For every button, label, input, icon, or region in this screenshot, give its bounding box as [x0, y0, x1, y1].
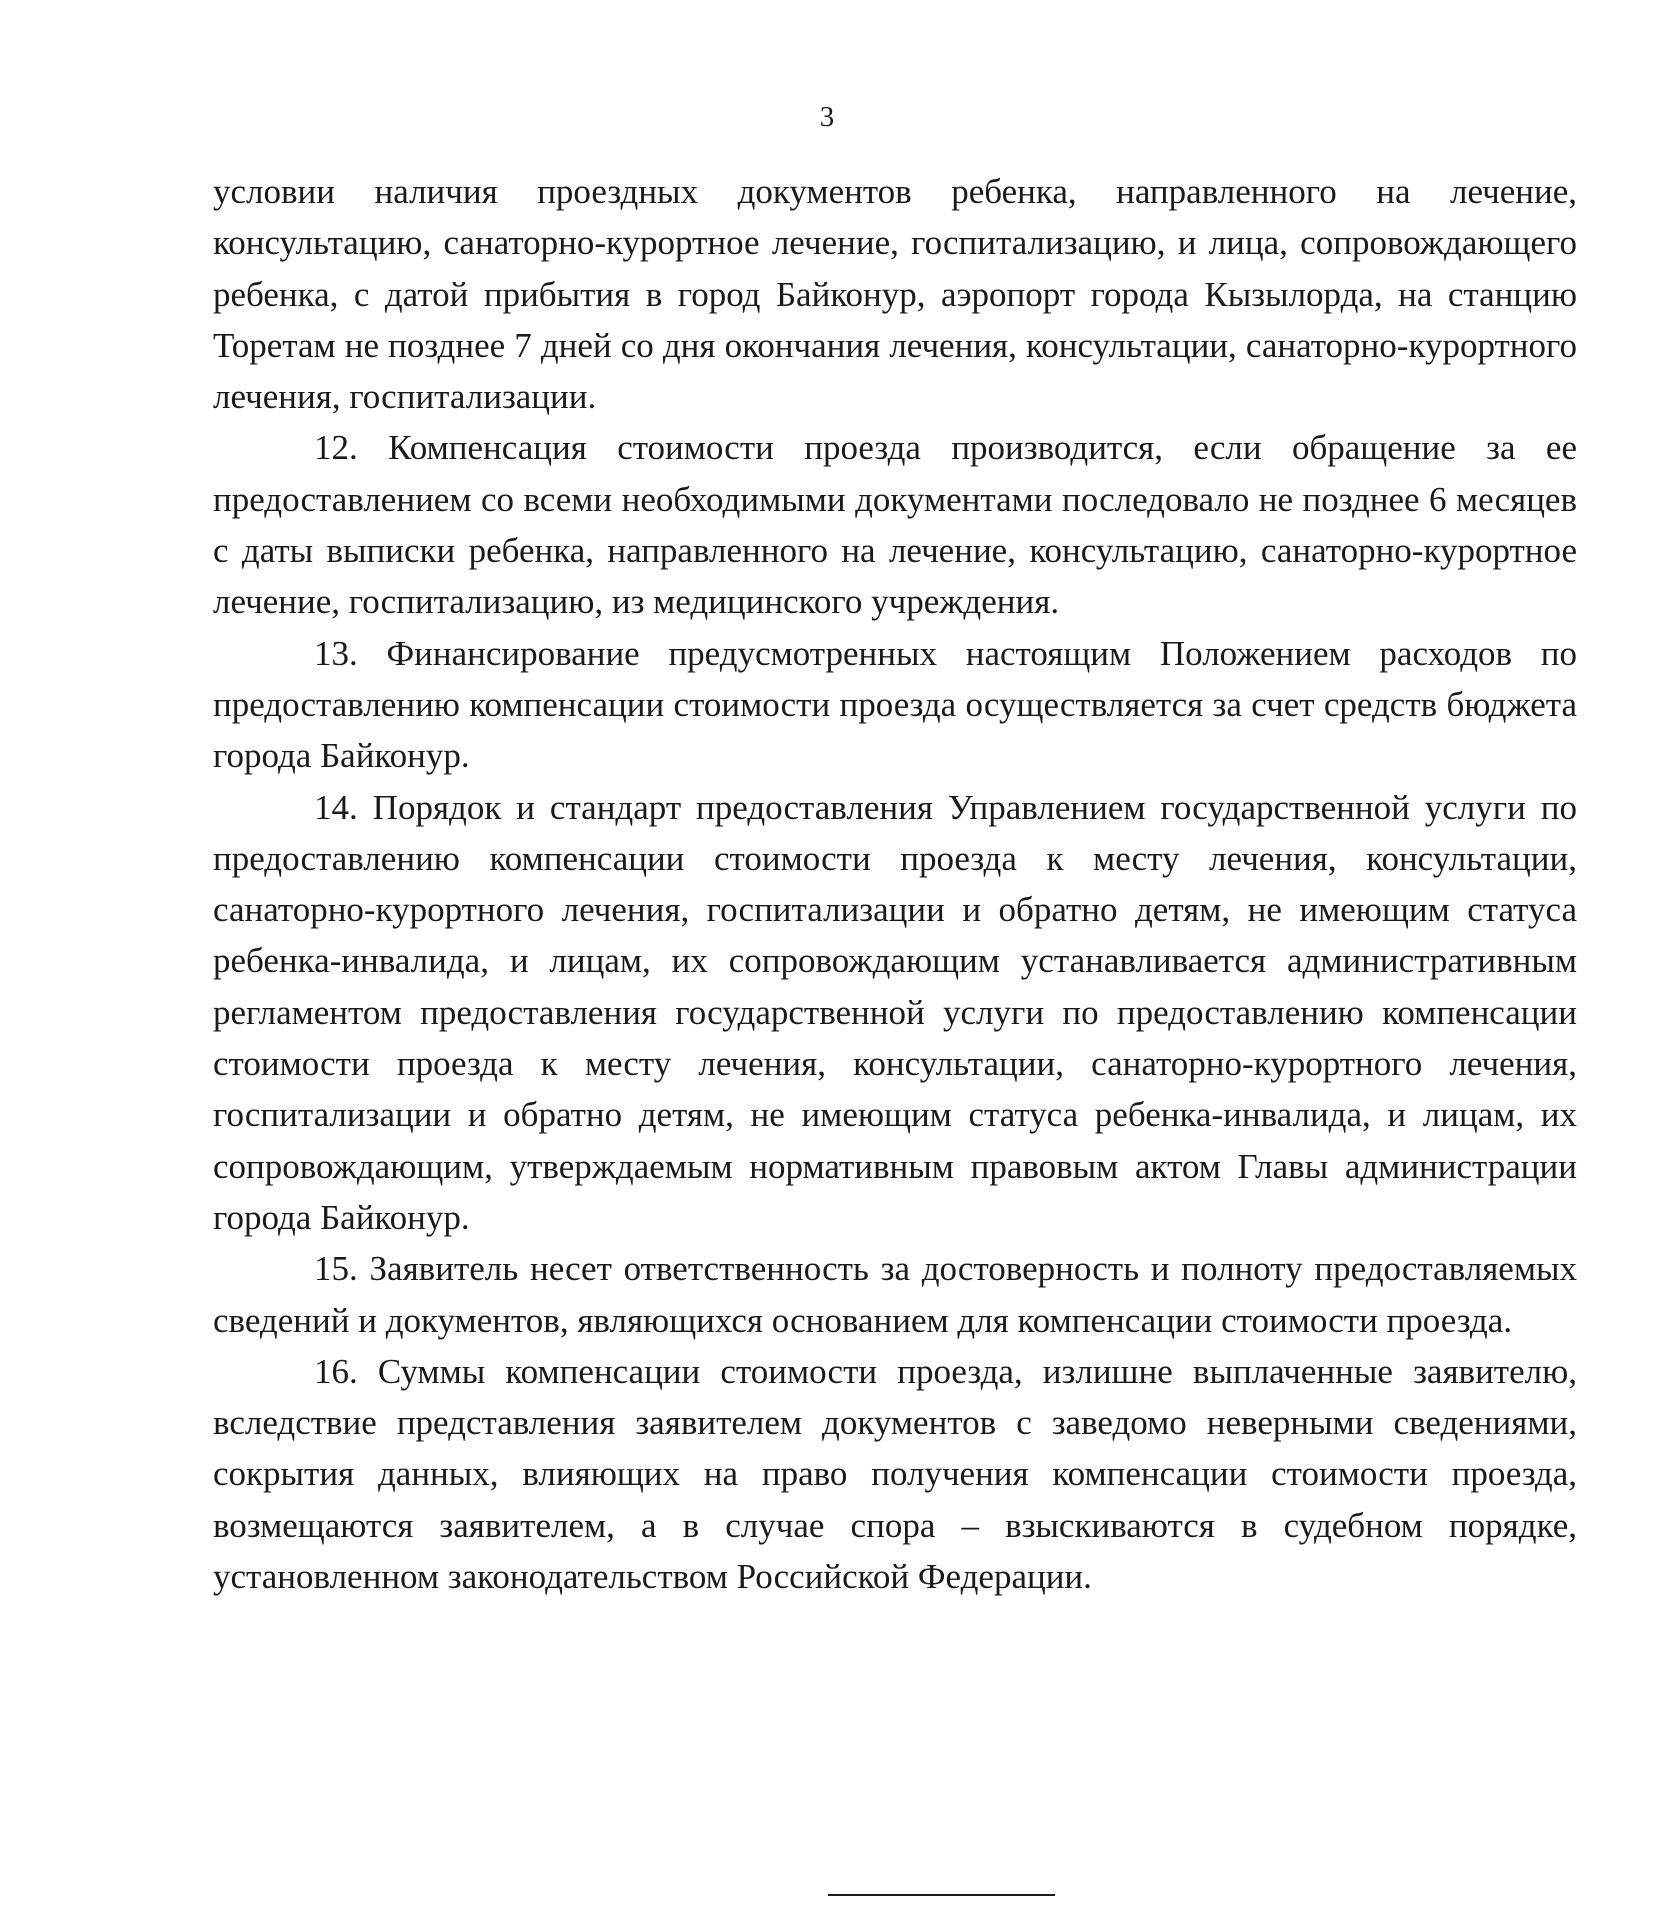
paragraph-15 — [213, 1243, 1577, 1346]
paragraph-text: Порядок и стандарт предоставления Управлением государственной услуги по предоставлению компенсации стоимости проезда к месту лечения, консультации, санаторно-курортного лечения, госпитализации и обратно детям, не имеющим статуса ребенка-инвалида, и лицам, их сопровождающим устанавливается административным регламентом предоставления государственной услуги по предоставлению компенсации стоимости проезда к месту лечения, консультации, санаторно-курортного лечения, госпитализации и обратно детям, не имеющим статуса ребенка-инвалида, и лицам, их сопровождающим, утверждаемым нормативным правовым актом Главы администрации города Байконур. — [213, 787, 1577, 1237]
document-body — [213, 166, 1577, 1602]
paragraph-number: 14. — [314, 787, 358, 827]
paragraph-text: Заявитель несет ответственность за достоверность и полноту предоставляемых сведений и документов, являющихся основанием для компенсации стоимости проезда. — [213, 1249, 1577, 1340]
paragraph-continuation — [213, 166, 1577, 422]
paragraph-number: 12. — [314, 428, 358, 468]
paragraph-text: Суммы компенсации стоимости проезда, излишне выплаченные заявителю, вследствие представления заявителем документов с заведомо неверными сведениями, сокрытия данных, влияющих на право получения компенсации стоимости проезда, возмещаются заявителем, а в случае спора – взыскиваются в судебном порядке, установленном законодательством Российской Федерации. — [213, 1351, 1578, 1597]
paragraph-number: 15. — [314, 1249, 358, 1289]
page-number: 3 — [819, 101, 835, 133]
paragraph-text: условии наличия проездных документов ребенка, направленного на лечение, консультацию, санаторно-курортное лечение, госпитализацию, и лица, сопровождающего ребенка, с датой прибытия в город Байконур, аэропорт города Кызылорда, на станцию Торетам не позднее 7 дней со дня окончания лечения, консультации, санаторно-курортного лечения, госпитализации. — [213, 172, 1577, 417]
paragraph-13 — [213, 628, 1577, 782]
paragraph-text: Финансирование предусмотренных настоящим Положением расходов по предоставлению компенсации стоимости проезда осуществляется за счет средств бюджета города Байконур. — [213, 633, 1577, 776]
paragraph-12 — [213, 422, 1577, 627]
closing-divider-line — [828, 1894, 1055, 1896]
paragraph-text: Компенсация стоимости проезда производится, если обращение за ее предоставлением со всеми необходимыми документами последовало не позднее 6 месяцев с даты выписки ребенка, направленного на лечение, консультацию, санаторно-курортное лечение, госпитализацию, из медицинского учреждения. — [213, 428, 1578, 622]
paragraph-number: 13. — [314, 633, 358, 673]
paragraph-number: 16. — [314, 1351, 358, 1391]
paragraph-16 — [213, 1346, 1577, 1602]
paragraph-14 — [213, 782, 1577, 1244]
